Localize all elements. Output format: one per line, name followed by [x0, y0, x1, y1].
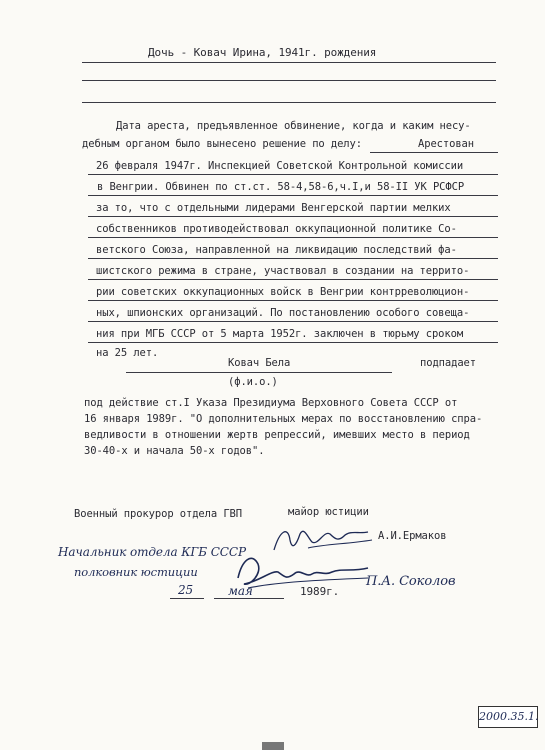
blank-line: [82, 102, 496, 103]
underline: [88, 342, 498, 343]
underline: [88, 237, 498, 238]
binding-mark: [262, 742, 284, 750]
decree-line: 30-40-х и начала 50-х годов".: [84, 445, 265, 457]
arrested-word: Арестован: [418, 138, 474, 150]
underline: [88, 195, 498, 196]
falls-under-word: подпадает: [420, 357, 476, 369]
body-line: на 25 лет.: [96, 347, 159, 359]
underline: [88, 174, 498, 175]
kgb-title: Начальник отдела КГБ СССР: [58, 545, 246, 559]
prosecutor-name: А.И.Ермаков: [378, 530, 447, 542]
document-title: Дочь - Ковач Ирина, 1941г. рождения: [148, 46, 377, 59]
prosecutor-rank: майор юстиции: [288, 506, 369, 518]
underline: [126, 372, 392, 373]
underline: [214, 598, 284, 599]
underline: [88, 258, 498, 259]
body-line: ния при МГБ СССР от 5 марта 1952г. заключен в тюрьму сроком: [96, 328, 464, 340]
fio-caption: (ф.и.о.): [228, 376, 278, 388]
person-name: Ковач Бела: [228, 357, 291, 369]
prosecutor-title: Военный прокурор отдела ГВП: [74, 508, 242, 520]
body-line: 26 февраля 1947г. Инспекцией Советской Контрольной комиссии: [96, 160, 464, 172]
underline: [370, 152, 498, 153]
body-line: в Венгрии. Обвинен по ст.ст. 58-4,58-6,ч.I,и 58-II УК РСФСР: [97, 181, 465, 193]
body-line: ветского Союза, направленной на ликвидацию последствий фа-: [96, 244, 457, 256]
intro-line: дебным органом было вынесено решение по делу:: [82, 138, 362, 150]
underline: [88, 300, 498, 301]
underline: [170, 598, 204, 599]
body-line: шистского режима в стране, участвовал в создании на террито-: [96, 265, 470, 277]
intro-line: Дата ареста, предъявленное обвинение, когда и каким несу-: [116, 120, 471, 132]
date-day: 25: [178, 583, 194, 597]
underline: [88, 321, 498, 322]
kgb-name: П.А. Соколов: [366, 574, 456, 589]
body-line: собственников противодействовал оккупационной политике Со-: [96, 223, 457, 235]
body-line: ных, шпионских организаций. По постановлению особого совеща-: [96, 307, 470, 319]
date-month: мая: [228, 584, 253, 598]
underline: [88, 216, 498, 217]
kgb-rank: полковник юстиции: [74, 565, 198, 579]
date-year: 1989г.: [300, 585, 340, 598]
decree-line: 16 января 1989г. "О дополнительных мерах по восстановлению спра-: [84, 413, 483, 425]
body-line: за то, что с отдельными лидерами Венгерской партии мелких: [96, 202, 451, 214]
archive-stamp: 2000.35.1.: [478, 706, 538, 728]
blank-line: [82, 80, 496, 81]
underline: [82, 62, 496, 63]
decree-line: ведливости в отношении жертв репрессий, имевших место в период: [84, 429, 470, 441]
decree-line: под действие ст.I Указа Президиума Верховного Совета СССР от: [84, 397, 458, 409]
underline: [88, 279, 498, 280]
body-line: рии советских оккупационных войск в Венгрии контрреволюцион-: [96, 286, 470, 298]
